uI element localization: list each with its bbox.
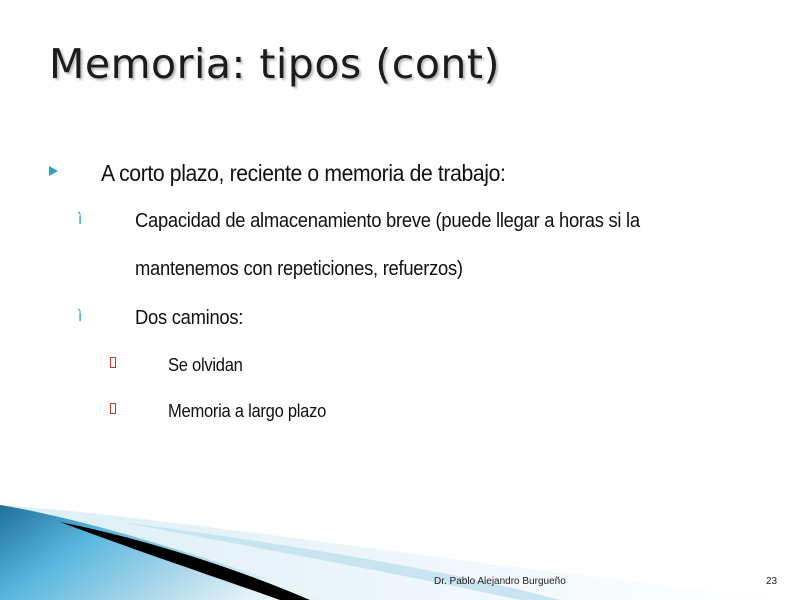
bullet-text: Dos caminos: <box>135 307 244 329</box>
slide-title: Memoria: tipos (cont) <box>49 40 500 88</box>
sub-bullet-icon: ì <box>78 307 83 325</box>
bullet-text: Se olvidan <box>168 355 243 375</box>
bullet-text: Memoria a largo plazo <box>168 401 327 421</box>
page-number: 23 <box>766 576 778 587</box>
bullet-text-line1: Capacidad de almacenamiento breve (puede llegar a horas si la <box>135 210 640 232</box>
footer-author: Dr. Pablo Alejandro Burgueño <box>434 576 566 587</box>
sub-bullet-icon: ì <box>78 210 83 228</box>
bullet-text-line2: mantenemos con repeticiones, refuerzos) <box>135 258 463 280</box>
bullet-text: A corto plazo, reciente o memoria de trabajo: <box>101 160 506 186</box>
